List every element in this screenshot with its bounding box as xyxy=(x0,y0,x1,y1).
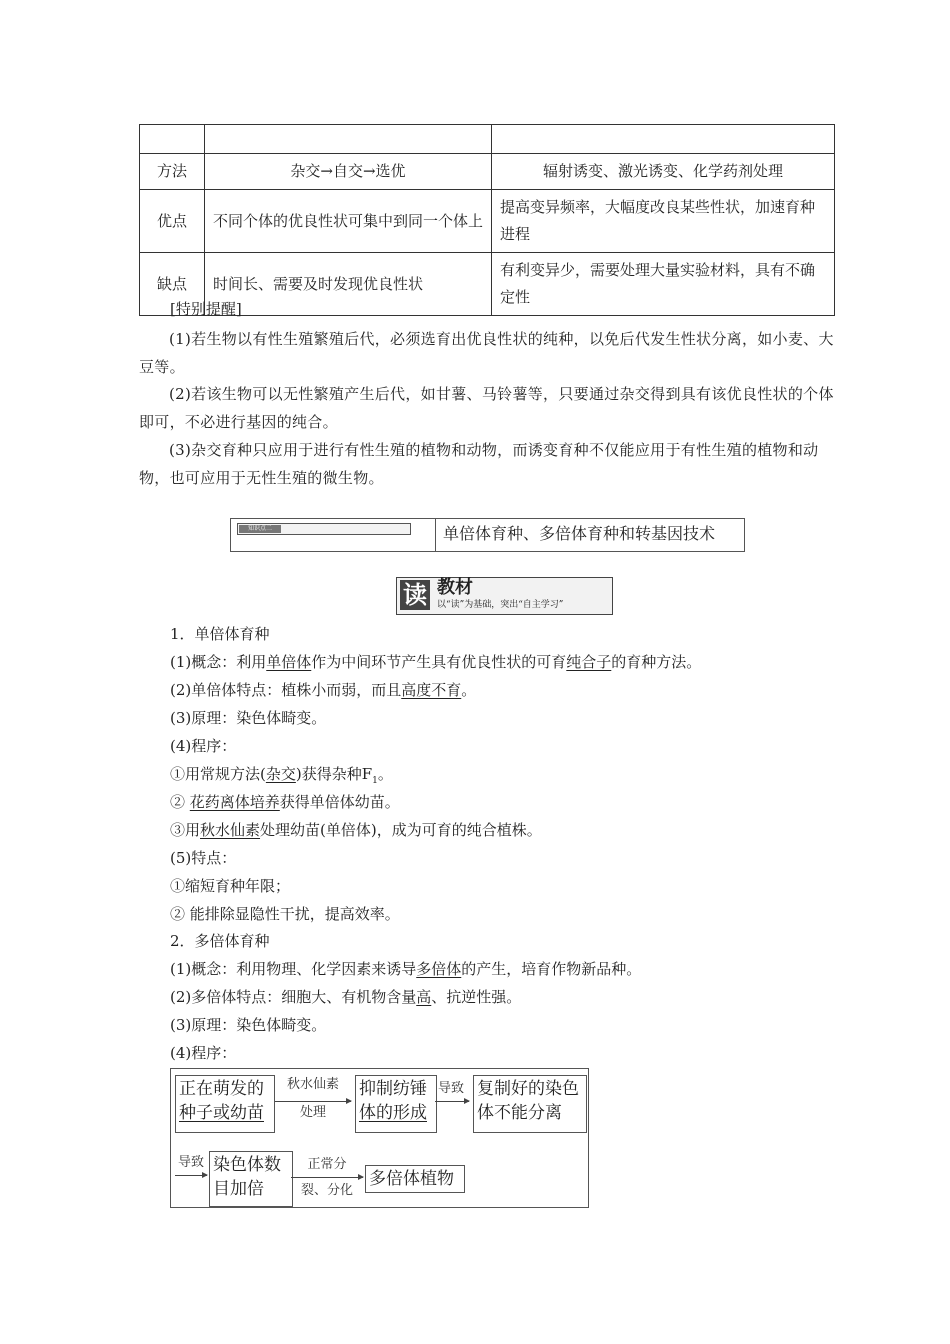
haploid-step-1: ①用常规方法(杂交)获得杂种$F_1$。 xyxy=(170,765,393,786)
table-row xyxy=(140,190,835,253)
table-header-cell xyxy=(140,125,205,154)
section-tag: 知识点二 xyxy=(239,525,281,533)
table-cell: 提高变异频率，大幅度改良某些性状，加速育种进程 xyxy=(492,190,835,253)
table-cell: 有利变异少，需要处理大量实验材料，具有不确定性 xyxy=(492,253,835,316)
table-header-cell xyxy=(205,125,492,154)
haploid-traits: (5)特点： xyxy=(170,849,237,867)
flow-label-division: 正常分 裂、分化 xyxy=(300,1157,353,1198)
polyploid-feature: (2)多倍体特点：细胞大、有机物含量高、抗逆性强。 xyxy=(170,988,522,1006)
section-tag-box xyxy=(237,523,411,535)
reminder-title: [特别提醒] xyxy=(170,300,242,318)
flow-arrow xyxy=(175,1175,207,1176)
flow-box-seeds: 正在萌发的 种子或幼苗 xyxy=(175,1075,275,1133)
section-title: 单倍体育种、多倍体育种和转基因技术 xyxy=(443,524,716,543)
underline-term: 多倍体 xyxy=(416,960,462,978)
flow-box-doubling: 染色体数 目加倍 xyxy=(209,1151,293,1207)
flow-label-leads-2: 导致 xyxy=(177,1155,204,1170)
haploid-feature: (2)单倍体特点：植株小而弱，而且高度不育。 xyxy=(170,681,477,699)
flow-arrow xyxy=(435,1101,469,1102)
section-divider xyxy=(435,519,436,551)
polyploid-heading: 2．多倍体育种 xyxy=(170,932,270,950)
haploid-principle: (3)原理：染色体畸变。 xyxy=(170,709,327,727)
flow-label-leads: 导致 xyxy=(437,1081,464,1096)
table-row xyxy=(140,154,835,190)
section-header xyxy=(230,518,745,552)
underline-term: 高 xyxy=(416,988,432,1006)
haploid-step-2: ② 花药离体培养获得单倍体幼苗。 xyxy=(170,793,400,811)
polyploid-concept: (1)概念：利用物理、化学因素来诱导多倍体的产生，培育作物新品种。 xyxy=(170,960,642,978)
flow-box-spindle: 抑制纺锤 体的形成 xyxy=(355,1075,437,1133)
flow-arrow xyxy=(275,1101,351,1102)
reminder-paragraph-3: (3)杂交育种只应用于进行有性生殖的植物和动物，而诱变育种不仅能应用于有性生殖的植物和动物，也可应用于无性生殖的微生物。 xyxy=(139,441,819,487)
haploid-heading: 1．单倍体育种 xyxy=(170,625,270,643)
read-textbook-banner xyxy=(396,577,613,615)
haploid-step-3: ③用秋水仙素处理幼苗(单倍体)，成为可育的纯合植株。 xyxy=(170,821,542,839)
haploid-procedure: (4)程序： xyxy=(170,737,237,755)
row-label: 缺点 xyxy=(140,253,205,316)
flow-arrow xyxy=(291,1177,363,1178)
reminder-paragraph-2: (2)若该生物可以无性繁殖产生后代，如甘薯、马铃薯等，只要通过杂交得到具有该优良性状的个体即可，不必进行基因的纯合。 xyxy=(139,385,834,431)
table-cell: 杂交→自交→选优 xyxy=(205,154,492,190)
underline-term: 单倍体 xyxy=(266,653,312,671)
read-badge: 读 xyxy=(400,580,430,610)
underline-term: 杂交 xyxy=(265,765,296,783)
table-header-row xyxy=(140,125,835,154)
table-header-cell xyxy=(492,125,835,154)
flow-box-chromosome-separation: 复制好的染色 体不能分离 xyxy=(473,1075,587,1133)
table-cell: 时间长、需要及时发现优良性状 xyxy=(205,253,492,316)
read-banner-word: 教材 xyxy=(437,577,473,598)
underline-term: 高度不育 xyxy=(401,681,462,699)
polyploid-flowchart xyxy=(170,1068,589,1208)
table-cell: 辐射诱变、激光诱变、化学药剂处理 xyxy=(492,154,835,190)
haploid-concept: (1)概念：利用单倍体作为中间环节产生具有优良性状的可育纯合子的育种方法。 xyxy=(170,653,702,671)
underline-term: 纯合子 xyxy=(566,653,612,671)
polyploid-principle: (3)原理：染色体畸变。 xyxy=(170,1016,327,1034)
flow-box-polyploid-plant: 多倍体植物 xyxy=(365,1165,465,1193)
flow-label-colchicine: 秋水仙素 处理 xyxy=(286,1077,339,1120)
reminder-paragraph-1: (1)若生物以有性生殖繁殖后代，必须选育出优良性状的纯种，以免后代发生性状分离，如小麦、大豆等。 xyxy=(139,330,834,376)
read-banner-subtitle: 以“读”为基础，突出“自主学习” xyxy=(437,600,564,610)
row-label: 方法 xyxy=(140,154,205,190)
row-label: 优点 xyxy=(140,190,205,253)
comparison-table xyxy=(139,124,835,316)
haploid-trait-2: ② 能排除显隐性干扰，提高效率。 xyxy=(170,905,400,923)
polyploid-procedure: (4)程序： xyxy=(170,1044,237,1062)
underline-term: 花药离体培养 xyxy=(189,793,280,811)
underline-term: 秋水仙素 xyxy=(200,821,261,839)
haploid-trait-1: ①缩短育种年限； xyxy=(170,877,291,895)
table-row xyxy=(140,253,835,316)
table-cell: 不同个体的优良性状可集中到同一个体上 xyxy=(205,190,492,253)
